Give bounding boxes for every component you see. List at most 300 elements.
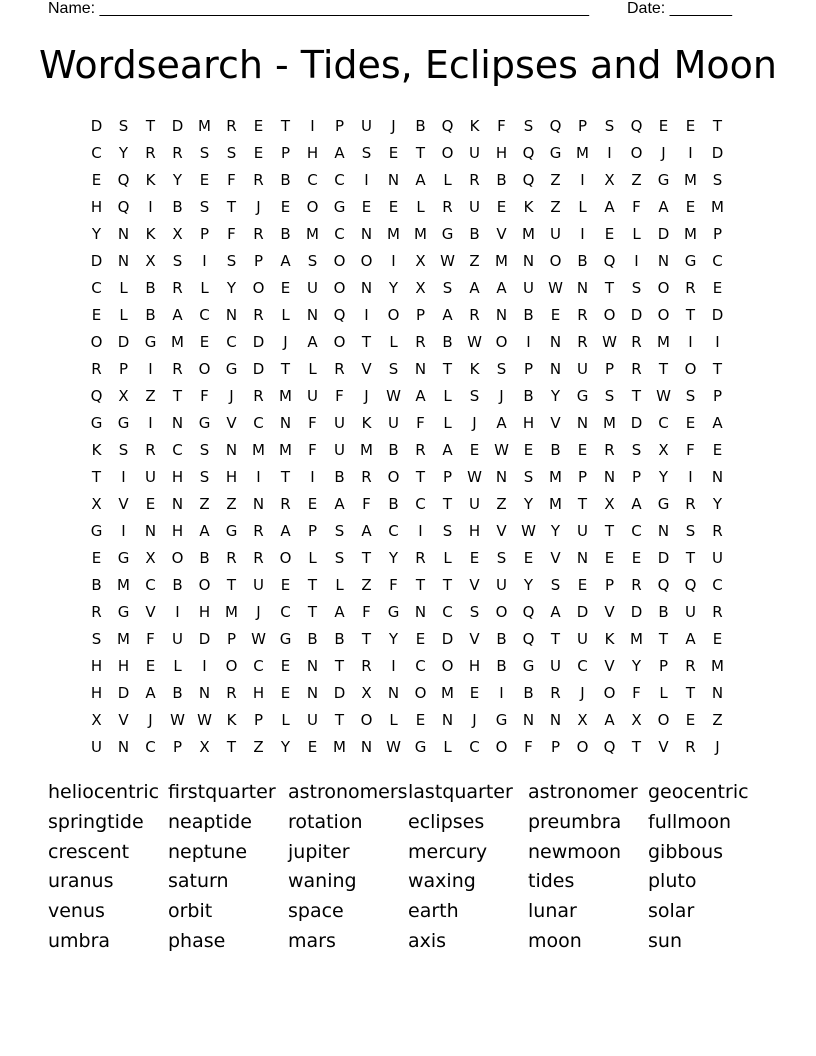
grid-cell: M: [360, 440, 373, 459]
grid-cell: D: [630, 413, 643, 432]
grid-cell: O: [603, 683, 616, 702]
grid-cell: N: [387, 170, 400, 189]
word-list-item: venus: [48, 900, 105, 923]
grid-cell: M: [279, 386, 292, 405]
grid-cell: M: [576, 143, 589, 162]
grid-cell: D: [333, 683, 346, 702]
word-list-item: jupiter: [288, 840, 350, 863]
grid-cell: T: [604, 521, 615, 540]
grid-cell: R: [253, 224, 264, 243]
grid-cell: Q: [441, 116, 454, 135]
word-list-item: lastquarter: [408, 781, 513, 803]
grid-cell: N: [711, 467, 724, 486]
grid-cell: R: [442, 197, 453, 216]
grid-cell: G: [657, 494, 670, 513]
grid-cell: M: [306, 224, 319, 243]
grid-cell: S: [388, 359, 399, 378]
grid-cell: O: [495, 602, 508, 621]
grid-cell: C: [91, 278, 102, 297]
grid-cell: E: [631, 548, 642, 567]
grid-cell: U: [469, 143, 480, 162]
grid-cell: I: [688, 332, 693, 351]
grid-cell: P: [307, 521, 318, 540]
grid-cell: X: [361, 683, 372, 702]
grid-cell: B: [91, 575, 102, 594]
grid-cell: B: [577, 251, 588, 270]
grid-cell: X: [145, 548, 156, 567]
grid-cell: T: [361, 332, 372, 351]
grid-cell: E: [361, 197, 372, 216]
grid-cell: A: [496, 413, 507, 432]
grid-cell: T: [361, 548, 372, 567]
grid-cell: Z: [469, 251, 480, 270]
grid-cell: T: [334, 656, 345, 675]
grid-cell: I: [391, 251, 396, 270]
grid-cell: J: [283, 332, 288, 351]
grid-cell: S: [199, 197, 210, 216]
grid-cell: N: [252, 494, 265, 513]
grid-cell: R: [226, 116, 237, 135]
grid-cell: R: [469, 170, 480, 189]
grid-cell: D: [198, 629, 211, 648]
grid-cell: J: [364, 386, 369, 405]
grid-cell: N: [549, 359, 562, 378]
grid-cell: F: [362, 602, 371, 621]
grid-cell: B: [334, 629, 345, 648]
grid-cell: N: [117, 224, 130, 243]
grid-cell: E: [523, 440, 534, 459]
grid-cell: L: [281, 710, 290, 729]
grid-cell: Z: [550, 197, 561, 216]
grid-cell: I: [499, 683, 504, 702]
grid-cell: P: [226, 629, 237, 648]
grid-cell: T: [712, 359, 723, 378]
word-list-item: earth: [408, 900, 459, 923]
grid-cell: T: [415, 467, 426, 486]
grid-cell: I: [580, 224, 585, 243]
grid-cell: B: [523, 386, 534, 405]
grid-cell: G: [90, 413, 103, 432]
grid-cell: D: [252, 332, 265, 351]
grid-cell: C: [442, 602, 453, 621]
grid-cell: C: [658, 413, 669, 432]
grid-cell: R: [415, 332, 426, 351]
word-list-item: astronomers: [288, 781, 408, 803]
grid-cell: M: [198, 116, 211, 135]
grid-cell: W: [467, 332, 482, 351]
grid-cell: Y: [550, 521, 561, 540]
grid-cell: A: [631, 494, 642, 513]
grid-cell: G: [117, 548, 130, 567]
grid-cell: V: [604, 602, 615, 621]
grid-cell: S: [496, 548, 507, 567]
grid-cell: X: [604, 494, 615, 513]
grid-cell: L: [389, 332, 398, 351]
grid-cell: W: [251, 629, 266, 648]
grid-cell: O: [360, 251, 373, 270]
grid-cell: B: [415, 116, 426, 135]
grid-cell: S: [712, 170, 723, 189]
grid-cell: V: [550, 413, 561, 432]
grid-cell: Z: [199, 494, 210, 513]
grid-cell: L: [119, 305, 128, 324]
grid-cell: D: [630, 602, 643, 621]
grid-cell: P: [118, 359, 129, 378]
grid-cell: L: [632, 224, 641, 243]
word-list-item: moon: [528, 929, 582, 952]
grid-cell: A: [658, 197, 669, 216]
grid-cell: N: [306, 683, 319, 702]
word-list-item: uranus: [48, 870, 114, 893]
grid-cell: G: [549, 143, 562, 162]
grid-cell: W: [602, 332, 617, 351]
grid-cell: E: [577, 575, 588, 594]
grid-cell: C: [280, 602, 291, 621]
grid-cell: O: [603, 305, 616, 324]
grid-cell: N: [522, 710, 535, 729]
grid-cell: S: [199, 440, 210, 459]
grid-cell: M: [225, 602, 238, 621]
grid-cell: K: [226, 710, 237, 729]
grid-cell: W: [170, 710, 185, 729]
grid-cell: D: [711, 143, 724, 162]
grid-cell: K: [523, 197, 534, 216]
grid-cell: N: [225, 305, 238, 324]
grid-cell: K: [91, 440, 102, 459]
grid-cell: R: [550, 683, 561, 702]
word-list-item: phase: [168, 929, 226, 952]
grid-cell: N: [360, 224, 373, 243]
grid-cell: D: [90, 251, 103, 270]
grid-cell: P: [253, 710, 264, 729]
grid-cell: N: [171, 494, 184, 513]
grid-cell: W: [521, 521, 536, 540]
grid-cell: U: [577, 359, 588, 378]
word-list-item: rotation: [288, 810, 363, 833]
grid-cell: Y: [172, 170, 183, 189]
grid-cell: O: [657, 710, 670, 729]
grid-cell: M: [333, 737, 346, 756]
grid-cell: A: [712, 413, 723, 432]
grid-cell: O: [549, 251, 562, 270]
grid-cell: E: [712, 629, 723, 648]
grid-cell: E: [253, 143, 264, 162]
grid-cell: N: [441, 710, 454, 729]
grid-cell: Z: [226, 494, 237, 513]
grid-cell: I: [391, 656, 396, 675]
grid-cell: O: [333, 251, 346, 270]
grid-cell: J: [229, 386, 234, 405]
grid-cell: Y: [280, 737, 291, 756]
grid-cell: F: [227, 224, 236, 243]
word-list-item: neaptide: [168, 810, 252, 833]
grid-cell: E: [91, 548, 102, 567]
grid-cell: R: [172, 278, 183, 297]
grid-cell: B: [496, 629, 507, 648]
grid-cell: L: [443, 386, 452, 405]
grid-cell: T: [685, 548, 696, 567]
word-list: [48, 779, 768, 958]
word-list-item: gibbous: [648, 840, 724, 863]
grid-cell: H: [306, 143, 319, 162]
grid-cell: S: [523, 116, 534, 135]
grid-cell: A: [307, 332, 318, 351]
grid-cell: U: [523, 278, 534, 297]
grid-cell: G: [522, 656, 535, 675]
grid-cell: U: [334, 413, 345, 432]
grid-cell: Y: [550, 386, 561, 405]
word-list-item: mars: [288, 929, 336, 952]
grid-cell: E: [307, 494, 318, 513]
grid-cell: A: [334, 494, 345, 513]
grid-cell: N: [117, 737, 130, 756]
grid-cell: D: [711, 305, 724, 324]
grid-cell: Y: [388, 548, 399, 567]
grid-cell: L: [308, 359, 317, 378]
grid-cell: R: [253, 548, 264, 567]
grid-cell: V: [361, 359, 372, 378]
grid-cell: T: [685, 305, 696, 324]
grid-cell: E: [388, 197, 399, 216]
grid-cell: R: [253, 305, 264, 324]
grid-cell: R: [685, 656, 696, 675]
date-field-label: Date: _______: [627, 0, 732, 17]
grid-cell: S: [442, 521, 453, 540]
grid-cell: I: [148, 413, 153, 432]
grid-cell: B: [145, 278, 156, 297]
grid-cell: A: [172, 305, 183, 324]
grid-cell: B: [388, 440, 399, 459]
grid-cell: E: [469, 440, 480, 459]
grid-cell: T: [658, 359, 669, 378]
grid-cell: S: [685, 521, 696, 540]
grid-cell: A: [469, 278, 480, 297]
grid-cell: O: [279, 548, 292, 567]
word-list-item: solar: [648, 900, 695, 923]
word-list-item: eclipses: [408, 810, 485, 833]
grid-cell: E: [199, 332, 210, 351]
grid-cell: S: [199, 143, 210, 162]
word-list-item: heliocentric: [48, 781, 160, 803]
grid-cell: U: [307, 386, 318, 405]
grid-cell: M: [684, 170, 697, 189]
grid-cell: A: [334, 602, 345, 621]
grid-cell: E: [253, 116, 264, 135]
grid-cell: F: [416, 413, 425, 432]
grid-cell: W: [548, 278, 563, 297]
grid-cell: T: [415, 575, 426, 594]
grid-cell: J: [661, 143, 666, 162]
grid-cell: Q: [522, 170, 535, 189]
grid-cell: B: [334, 467, 345, 486]
grid-cell: Q: [630, 116, 643, 135]
grid-cell: L: [173, 656, 182, 675]
grid-cell: S: [226, 251, 237, 270]
grid-cell: M: [414, 224, 427, 243]
grid-cell: N: [576, 278, 589, 297]
word-list-item: waning: [288, 870, 357, 893]
grid-cell: T: [604, 278, 615, 297]
grid-cell: S: [91, 629, 102, 648]
grid-cell: S: [469, 386, 480, 405]
grid-cell: J: [715, 737, 720, 756]
grid-cell: I: [310, 116, 315, 135]
grid-cell: Z: [712, 710, 723, 729]
grid-cell: R: [226, 683, 237, 702]
grid-cell: O: [252, 278, 265, 297]
grid-cell: Q: [549, 116, 562, 135]
grid-cell: B: [145, 305, 156, 324]
grid-cell: T: [712, 116, 723, 135]
grid-cell: G: [198, 413, 211, 432]
grid-cell: P: [199, 224, 210, 243]
grid-cell: H: [495, 143, 508, 162]
grid-cell: P: [172, 737, 183, 756]
grid-cell: R: [253, 521, 264, 540]
grid-cell: U: [550, 224, 561, 243]
grid-cell: R: [415, 440, 426, 459]
grid-cell: Q: [522, 629, 535, 648]
grid-cell: Q: [603, 251, 616, 270]
grid-cell: G: [495, 710, 508, 729]
grid-cell: N: [603, 467, 616, 486]
grid-cell: E: [91, 170, 102, 189]
grid-cell: Y: [388, 278, 399, 297]
grid-cell: E: [280, 656, 291, 675]
grid-cell: W: [494, 440, 509, 459]
grid-cell: V: [145, 602, 156, 621]
grid-cell: L: [443, 737, 452, 756]
grid-cell: O: [171, 548, 184, 567]
grid-cell: I: [202, 656, 207, 675]
grid-cell: R: [91, 359, 102, 378]
grid-cell: F: [200, 386, 209, 405]
grid-cell: I: [364, 305, 369, 324]
grid-cell: B: [523, 683, 534, 702]
word-list-item: preumbra: [528, 810, 622, 833]
grid-cell: S: [307, 251, 318, 270]
grid-cell: O: [657, 305, 670, 324]
grid-cell: I: [688, 467, 693, 486]
grid-cell: E: [685, 413, 696, 432]
grid-cell: U: [145, 467, 156, 486]
grid-cell: E: [550, 305, 561, 324]
grid-cell: U: [172, 629, 183, 648]
grid-cell: D: [90, 116, 103, 135]
grid-cell: M: [549, 494, 562, 513]
word-list-item: axis: [408, 929, 447, 952]
grid-cell: S: [604, 116, 615, 135]
word-list-item: crescent: [48, 840, 130, 863]
grid-cell: U: [361, 116, 372, 135]
grid-cell: C: [172, 440, 183, 459]
grid-cell: R: [172, 143, 183, 162]
grid-cell: T: [280, 359, 291, 378]
grid-cell: S: [334, 548, 345, 567]
grid-cell: K: [469, 116, 480, 135]
grid-cell: N: [549, 710, 562, 729]
grid-cell: X: [91, 710, 102, 729]
grid-cell: Z: [496, 494, 507, 513]
grid-cell: P: [577, 116, 588, 135]
grid-cell: B: [523, 305, 534, 324]
grid-cell: U: [577, 521, 588, 540]
grid-cell: S: [442, 278, 453, 297]
grid-cell: O: [495, 332, 508, 351]
grid-cell: R: [631, 332, 642, 351]
grid-cell: G: [441, 224, 454, 243]
grid-cell: S: [631, 440, 642, 459]
grid-cell: I: [175, 602, 180, 621]
grid-cell: R: [577, 305, 588, 324]
grid-cell: O: [387, 467, 400, 486]
grid-cell: H: [171, 467, 184, 486]
grid-cell: Q: [603, 737, 616, 756]
grid-cell: E: [685, 197, 696, 216]
grid-cell: S: [685, 386, 696, 405]
grid-cell: N: [711, 683, 724, 702]
grid-cell: G: [225, 359, 238, 378]
grid-cell: C: [415, 656, 426, 675]
grid-cell: R: [604, 440, 615, 459]
grid-cell: G: [387, 602, 400, 621]
grid-cell: T: [307, 575, 318, 594]
grid-cell: R: [91, 602, 102, 621]
grid-cell: U: [91, 737, 102, 756]
grid-cell: O: [684, 359, 697, 378]
grid-cell: C: [226, 332, 237, 351]
grid-cell: N: [225, 440, 238, 459]
word-list-item: saturn: [168, 870, 229, 893]
grid-cell: R: [685, 737, 696, 756]
grid-cell: I: [364, 170, 369, 189]
grid-cell: Q: [522, 602, 535, 621]
grid-cell: F: [308, 440, 317, 459]
grid-cell: I: [202, 251, 207, 270]
grid-cell: K: [604, 629, 615, 648]
grid-cell: R: [577, 332, 588, 351]
grid-cell: W: [197, 710, 212, 729]
grid-cell: C: [307, 170, 318, 189]
grid-cell: C: [712, 575, 723, 594]
grid-cell: E: [604, 224, 615, 243]
grid-cell: N: [576, 413, 589, 432]
grid-cell: M: [387, 224, 400, 243]
grid-cell: X: [631, 710, 642, 729]
grid-cell: I: [121, 467, 126, 486]
grid-cell: D: [117, 683, 130, 702]
grid-cell: G: [576, 386, 589, 405]
grid-cell: N: [495, 305, 508, 324]
grid-cell: D: [252, 359, 265, 378]
grid-cell: E: [469, 548, 480, 567]
grid-cell: F: [335, 386, 344, 405]
grid-cell: D: [171, 116, 184, 135]
grid-cell: E: [280, 575, 291, 594]
grid-cell: B: [172, 683, 183, 702]
grid-cell: B: [658, 602, 669, 621]
grid-cell: Q: [522, 143, 535, 162]
grid-cell: R: [226, 548, 237, 567]
grid-cell: I: [418, 521, 423, 540]
grid-cell: B: [550, 440, 561, 459]
grid-cell: N: [171, 413, 184, 432]
grid-cell: H: [522, 413, 535, 432]
grid-cell: R: [631, 575, 642, 594]
grid-cell: R: [712, 602, 723, 621]
grid-cell: X: [172, 224, 183, 243]
grid-cell: F: [308, 413, 317, 432]
